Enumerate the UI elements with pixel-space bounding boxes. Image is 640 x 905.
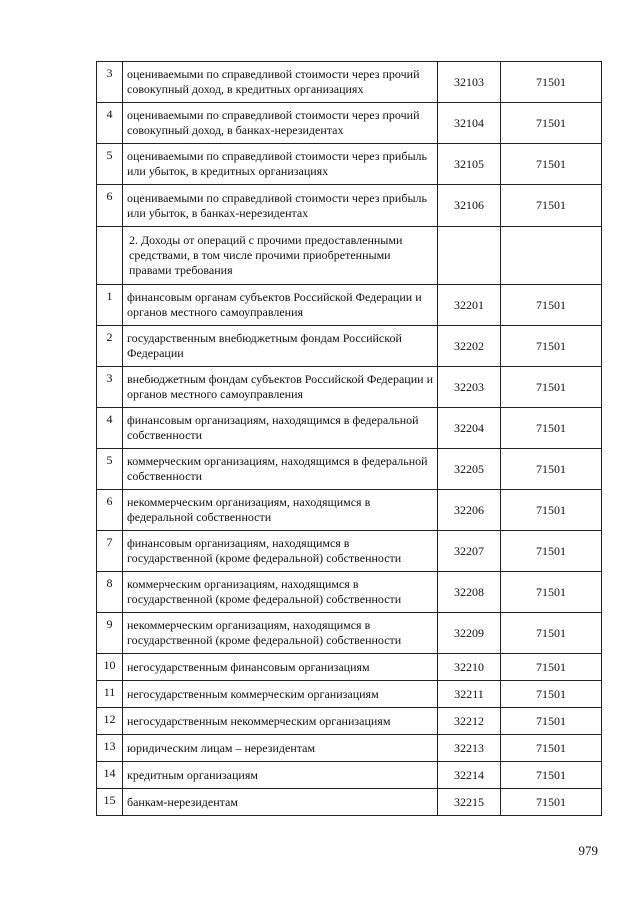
description-cell: финансовым органам субъектов Российской Федерации и органов местного самоуправления — [123, 285, 438, 326]
table-row — [97, 449, 602, 490]
section-heading-row — [97, 227, 602, 285]
account-cell: 71501 — [501, 572, 602, 613]
account-cell: 71501 — [501, 708, 602, 735]
code-cell: 32211 — [438, 681, 501, 708]
account-cell: 71501 — [501, 613, 602, 654]
row-number-cell — [97, 227, 123, 285]
row-number: 13 — [103, 739, 116, 753]
row-number: 5 — [106, 453, 113, 467]
row-number-cell — [97, 285, 123, 326]
account-cell: 71501 — [501, 735, 602, 762]
row-number: 3 — [106, 371, 113, 385]
code-cell — [438, 227, 501, 285]
table-row — [97, 62, 602, 103]
code-cell: 32208 — [438, 572, 501, 613]
row-number-cell — [97, 449, 123, 490]
account-cell: 71501 — [501, 103, 602, 144]
table-row — [97, 762, 602, 789]
code-cell: 32103 — [438, 62, 501, 103]
row-number-cell — [97, 572, 123, 613]
table-row — [97, 144, 602, 185]
table-row — [97, 572, 602, 613]
description-cell: оцениваемыми по справедливой стоимости через прибыль или убыток, в банках-нерезидентах — [123, 185, 438, 227]
row-number-cell — [97, 144, 123, 185]
table-row — [97, 490, 602, 531]
row-number-cell — [97, 762, 123, 789]
account-cell: 71501 — [501, 762, 602, 789]
description-cell: внебюджетным фондам субъектов Российской Федерации и органов местного самоуправления — [123, 367, 438, 408]
account-cell: 71501 — [501, 531, 602, 572]
code-cell: 32203 — [438, 367, 501, 408]
table-row — [97, 531, 602, 572]
description-cell: финансовым организациям, находящимся в федеральной собственности — [123, 408, 438, 449]
row-number-cell — [97, 408, 123, 449]
row-number: 4 — [106, 412, 113, 426]
row-number-cell — [97, 62, 123, 103]
description-cell: негосударственным финансовым организациям — [123, 654, 438, 681]
description-cell: оцениваемыми по справедливой стоимости через прочий совокупный доход, в банках-нерезидентах — [123, 103, 438, 144]
account-cell: 71501 — [501, 144, 602, 185]
row-number-cell — [97, 654, 123, 681]
account-cell: 71501 — [501, 490, 602, 531]
account-cell: 71501 — [501, 285, 602, 326]
code-cell: 32215 — [438, 789, 501, 816]
row-number: 5 — [106, 148, 113, 162]
code-cell: 32201 — [438, 285, 501, 326]
account-cell: 71501 — [501, 62, 602, 103]
table-row — [97, 326, 602, 367]
description-cell: оцениваемыми по справедливой стоимости через прибыль или убыток, в кредитных организациях — [123, 144, 438, 185]
row-number — [97, 227, 122, 231]
row-number: 7 — [106, 535, 113, 549]
table-row — [97, 654, 602, 681]
row-number: 9 — [106, 617, 113, 631]
account-cell: 71501 — [501, 681, 602, 708]
row-number: 14 — [103, 766, 116, 780]
code-cell: 32206 — [438, 490, 501, 531]
table-row — [97, 708, 602, 735]
description-cell: банкам-нерезидентам — [123, 789, 438, 816]
code-cell: 32207 — [438, 531, 501, 572]
row-number: 1 — [106, 289, 113, 303]
page-number: 979 — [578, 843, 598, 858]
row-number-cell — [97, 490, 123, 531]
code-cell: 32209 — [438, 613, 501, 654]
account-cell: 71501 — [501, 185, 602, 227]
account-cell — [501, 227, 602, 285]
table-row — [97, 735, 602, 762]
row-number-cell — [97, 708, 123, 735]
description-cell: юридическим лицам – нерезидентам — [123, 735, 438, 762]
account-cell: 71501 — [501, 449, 602, 490]
code-cell: 32104 — [438, 103, 501, 144]
row-number: 6 — [106, 189, 113, 203]
account-cell: 71501 — [501, 654, 602, 681]
table-row — [97, 367, 602, 408]
code-cell: 32214 — [438, 762, 501, 789]
table-row — [97, 285, 602, 326]
row-number: 15 — [103, 793, 116, 807]
row-number: 3 — [106, 66, 113, 80]
row-number: 8 — [106, 576, 113, 590]
code-cell: 32213 — [438, 735, 501, 762]
code-cell: 32212 — [438, 708, 501, 735]
description-cell: коммерческим организациям, находящимся в федеральной собственности — [123, 449, 438, 490]
row-number-cell — [97, 326, 123, 367]
code-cell: 32106 — [438, 185, 501, 227]
row-number-cell — [97, 531, 123, 572]
account-cell: 71501 — [501, 789, 602, 816]
accounts-table — [96, 61, 602, 816]
row-number: 10 — [103, 658, 116, 672]
description-cell: кредитным организациям — [123, 762, 438, 789]
row-number-cell — [97, 789, 123, 816]
description-cell: финансовым организациям, находящимся в государственной (кроме федеральной) собственности — [123, 531, 438, 572]
code-cell: 32205 — [438, 449, 501, 490]
description-cell: некоммерческим организациям, находящимся в государственной (кроме федеральной) собственности — [123, 613, 438, 654]
table-row — [97, 185, 602, 227]
description-cell: коммерческим организациям, находящимся в государственной (кроме федеральной) собственности — [123, 572, 438, 613]
description-cell: негосударственным некоммерческим организациям — [123, 708, 438, 735]
row-number-cell — [97, 735, 123, 762]
row-number-cell — [97, 103, 123, 144]
table-row — [97, 789, 602, 816]
code-cell: 32202 — [438, 326, 501, 367]
description-cell: негосударственным коммерческим организациям — [123, 681, 438, 708]
row-number: 12 — [103, 712, 116, 726]
section-heading: 2. Доходы от операций с прочими предоставленными средствами, в том числе прочими приобретенными правами требования — [123, 227, 438, 285]
row-number: 4 — [106, 107, 113, 121]
row-number: 2 — [106, 330, 113, 344]
code-cell: 32204 — [438, 408, 501, 449]
table-row — [97, 408, 602, 449]
table-row — [97, 613, 602, 654]
description-cell: некоммерческим организациям, находящимся в федеральной собственности — [123, 490, 438, 531]
table-row — [97, 681, 602, 708]
account-cell: 71501 — [501, 326, 602, 367]
row-number-cell — [97, 613, 123, 654]
description-cell: государственным внебюджетным фондам Российской Федерации — [123, 326, 438, 367]
account-cell: 71501 — [501, 408, 602, 449]
account-cell: 71501 — [501, 367, 602, 408]
table-row — [97, 103, 602, 144]
description-cell: оцениваемыми по справедливой стоимости через прочий совокупный доход, в кредитных организациях — [123, 62, 438, 103]
row-number: 11 — [103, 685, 116, 699]
row-number: 6 — [106, 494, 113, 508]
row-number-cell — [97, 185, 123, 227]
code-cell: 32210 — [438, 654, 501, 681]
code-cell: 32105 — [438, 144, 501, 185]
row-number-cell — [97, 681, 123, 708]
row-number-cell — [97, 367, 123, 408]
